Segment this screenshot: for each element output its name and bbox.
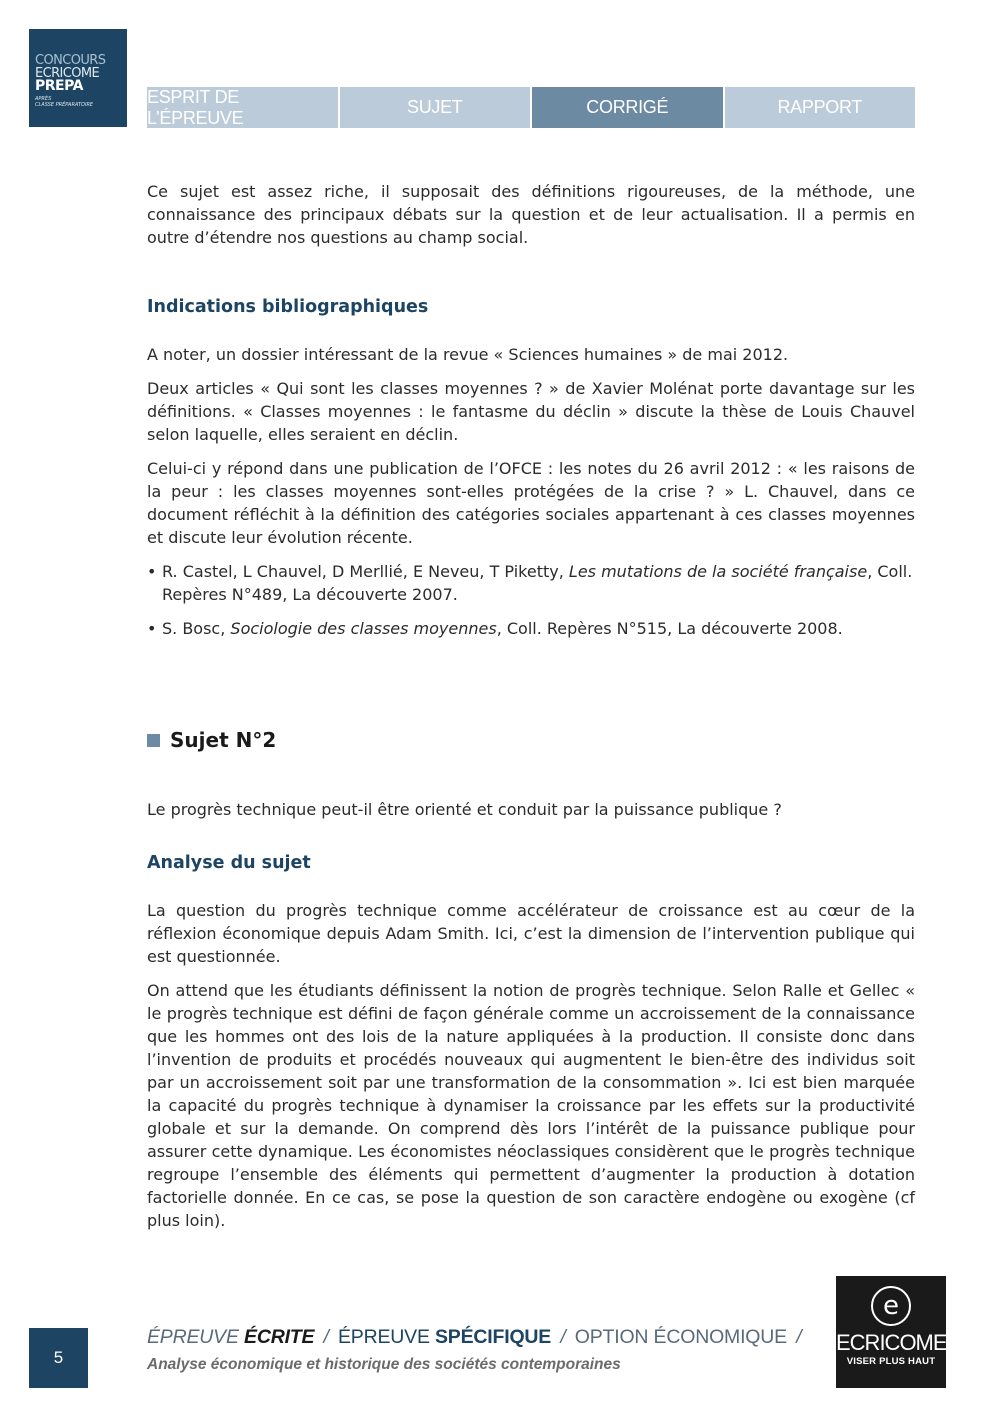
sujet-2-label: Sujet N°2 <box>170 728 277 752</box>
footer-epreuve-2: ÉPREUVE <box>337 1326 430 1348</box>
main-content <box>147 180 915 1243</box>
list-item <box>147 560 915 606</box>
tab-esprit-epreuve[interactable]: ESPRIT DE L’ÉPREUVE <box>147 87 338 128</box>
bullet: • <box>147 619 157 638</box>
ref-title: Les mutations de la société française <box>568 562 868 581</box>
footer-specifique: SPÉCIFIQUE <box>435 1326 552 1348</box>
footer-slash-2: / <box>560 1326 566 1348</box>
analysis-paragraph-2: On attend que les étudiants définissent la notion de progrès technique. Selon Ralle et Gellec « le progrès technique est défini de façon générale comme un accroissement de la connaissance que les hommes ont des lois de la nature appliquées à la production. Il consiste donc dans l’invention de produits et procédés nouveaux qui augmentent le bien-être des individus soit par un accroissement soit par une transformation de la consommation ». Ici est bien marquée la capacité du progrès technique à dynamiser la croissance par les effets sur la productivité globale et sur la demande. On comprend dès lors l’intérêt de la puissance publique pour assurer cette dynamique. Les économistes néoclassiques considèrent que le progrès technique regroupe l’ensemble des éléments qui permettent d’augmenter la production à dotation factorielle donnée. En ce cas, se pose la question de son caractère endogène ou exogène (cf plus loin). <box>147 981 915 1230</box>
tab-corrige[interactable]: CORRIGÉ <box>532 87 723 128</box>
biblio-paragraph-2: Deux articles « Qui sont les classes moyennes ? » de Xavier Molénat porte davantage sur les définitions. « Classes moyennes : le fantasme du déclin » discute la thèse de Louis Chauvel selon laquelle, elles seraient en déclin. <box>147 379 915 444</box>
analysis-heading: Analyse du sujet <box>147 853 311 873</box>
sujet-2-title <box>147 729 915 752</box>
ref-authors: R. Castel, L Chauvel, D Merllié, E Neveu, T Piketty, <box>162 562 569 581</box>
footer-subtitle: Analyse économique et historique des sociétés contemporaines <box>147 1356 621 1373</box>
logo-concours: CONCOURS <box>35 53 106 68</box>
intro-paragraph: Ce sujet est assez riche, il supposait des définitions rigoureuses, de la méthode, une connaissance des principaux débats sur la question et de leur actualisation. Il a permis en outre d’étendre nos questions au champ social. <box>147 182 915 247</box>
footer-exam-type <box>147 1326 805 1349</box>
logo-prepa: PREPA <box>35 78 83 94</box>
biblio-list <box>147 560 915 640</box>
page-number: 5 <box>29 1328 88 1388</box>
biblio-paragraph-3: Celui-ci y répond dans une publication de l’OFCE : les notes du 26 avril 2012 : « les raisons de la peur : les classes moyennes sont-elles protégées de la crise ? » L. Chauvel, dans ce document réfléchit à la définition des catégories sociales appartenant à ces classes moyennes et discute leur évolution récente. <box>147 459 915 547</box>
logo-ecricome: ECRICOME <box>35 66 100 81</box>
analysis-paragraph-1: La question du progrès technique comme accélérateur de croissance est au cœur de la réflexion économique depuis Adam Smith. Ici, c’est la dimension de l’intervention publique qui est questionnée. <box>147 901 915 966</box>
brand-name: ECRICOME <box>836 1330 947 1355</box>
ref-details: , Coll. Repères N°489, La découverte 2007. <box>162 562 913 604</box>
concours-logo <box>29 29 127 127</box>
footer-slash-1: / <box>323 1326 329 1348</box>
ecricome-brand-logo <box>836 1276 946 1388</box>
tab-rapport[interactable]: RAPPORT <box>725 87 916 128</box>
tab-sujet[interactable]: SUJET <box>340 87 531 128</box>
footer-slash-3: / <box>796 1326 802 1348</box>
square-bullet-icon <box>147 734 160 747</box>
brand-motto: VISER PLUS HAUT <box>846 1356 936 1367</box>
footer-option: OPTION ÉCONOMIQUE <box>574 1326 787 1348</box>
logo-apres <box>35 96 127 108</box>
bullet: • <box>147 562 157 581</box>
ref-authors: S. Bosc, <box>162 619 231 638</box>
biblio-paragraph-1: A noter, un dossier intéressant de la revue « Sciences humaines » de mai 2012. <box>147 345 789 364</box>
ref-title: Sociologie des classes moyennes <box>230 619 497 638</box>
ecricome-e-icon: e <box>871 1286 911 1326</box>
biblio-heading: Indications bibliographiques <box>147 297 429 317</box>
footer-ecrite: ÉCRITE <box>244 1326 315 1348</box>
sujet-2-question: Le progrès technique peut-il être orienté et conduit par la puissance publique ? <box>147 800 782 819</box>
ref-details: , Coll. Repères N°515, La découverte 2008. <box>496 619 843 638</box>
list-item <box>147 617 915 640</box>
logo-apres-line2: CLASSE PRÉPARATOIRE <box>35 102 94 108</box>
footer-epreuve: ÉPREUVE <box>147 1326 239 1348</box>
section-tabs <box>147 87 915 128</box>
logo-apres-line1: APRÈS <box>35 96 52 102</box>
